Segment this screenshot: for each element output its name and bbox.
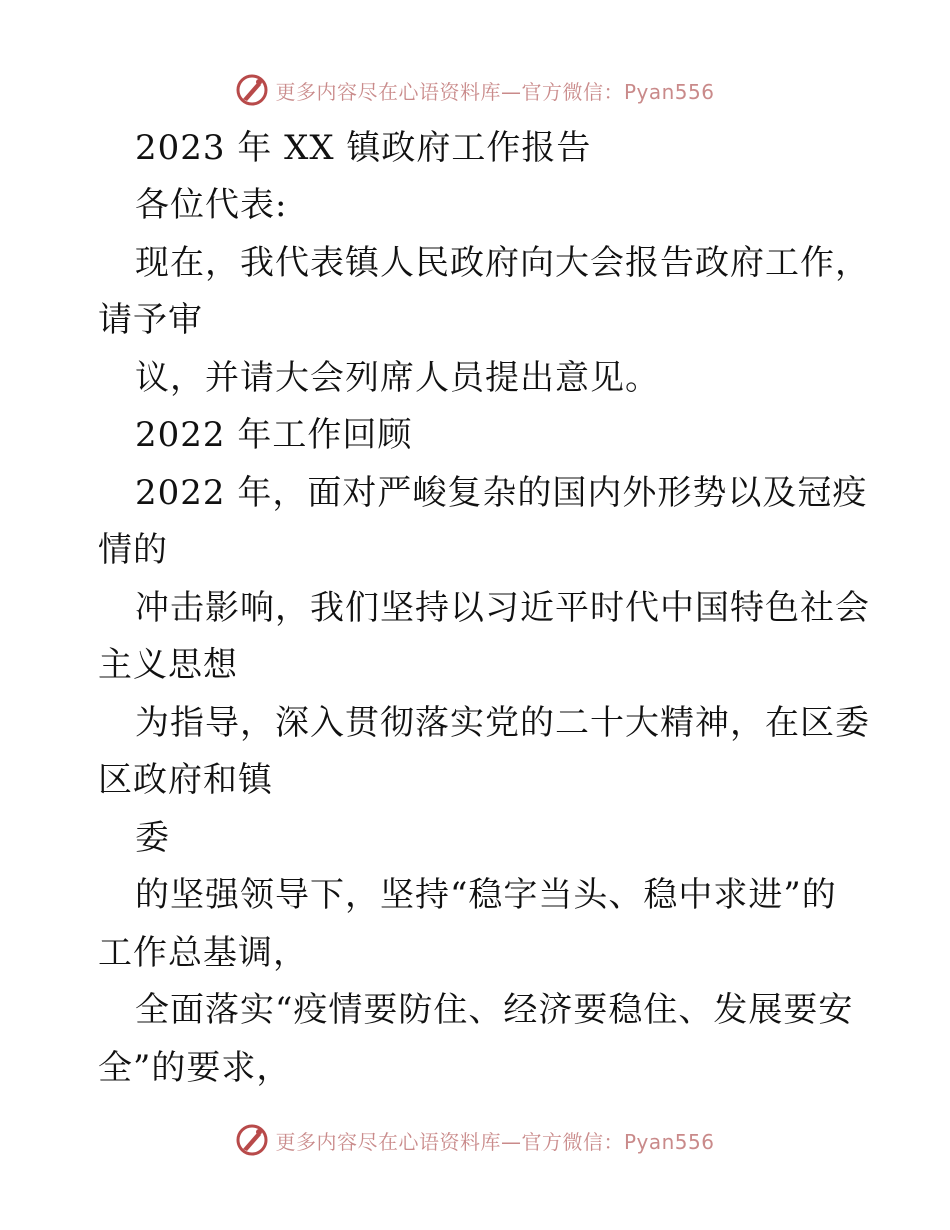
pen-seal-icon (235, 1123, 269, 1157)
paragraph-line: 2022 年，面对严峻复杂的国内外形势以及冠疫 (135, 473, 868, 513)
watermark-text: 更多内容尽在心语资料库—官方微信：Pyan556 (275, 79, 715, 104)
paragraph-line: 全”的要求， (98, 1048, 292, 1088)
paragraph-line: 现在，我代表镇人民政府向大会报告政府工作， (135, 243, 870, 283)
paragraph-line: 工作总基调， (98, 933, 308, 973)
paragraph-line: 为指导，深入贯彻落实党的二十大精神，在区委 (135, 703, 870, 743)
salutation: 各位代表: (135, 185, 288, 225)
paragraph-line: 的坚强领导下，坚持“稳字当头、稳中求进”的 (135, 875, 837, 915)
watermark-banner-top (0, 70, 950, 110)
paragraph-line: 区政府和镇 (98, 760, 273, 800)
paragraph-line: 委 (135, 818, 170, 858)
pen-seal-icon (235, 73, 269, 107)
paragraph-line: 主义思想 (98, 645, 238, 685)
document-title: 2023 年 XX 镇政府工作报告 (135, 128, 592, 168)
paragraph-line: 情的 (98, 530, 168, 570)
watermark-text: 更多内容尽在心语资料库—官方微信：Pyan556 (275, 1129, 715, 1154)
paragraph-line: 议，并请大会列席人员提出意见。 (135, 358, 660, 398)
watermark-banner-bottom (0, 1120, 950, 1160)
paragraph-line: 冲击影响，我们坚持以习近平时代中国特色社会 (135, 588, 870, 628)
section-heading: 2022 年工作回顾 (135, 415, 413, 455)
paragraph-line: 请予审 (98, 300, 203, 340)
paragraph-line: 全面落实“疫情要防住、经济要稳住、发展要安 (135, 990, 854, 1030)
